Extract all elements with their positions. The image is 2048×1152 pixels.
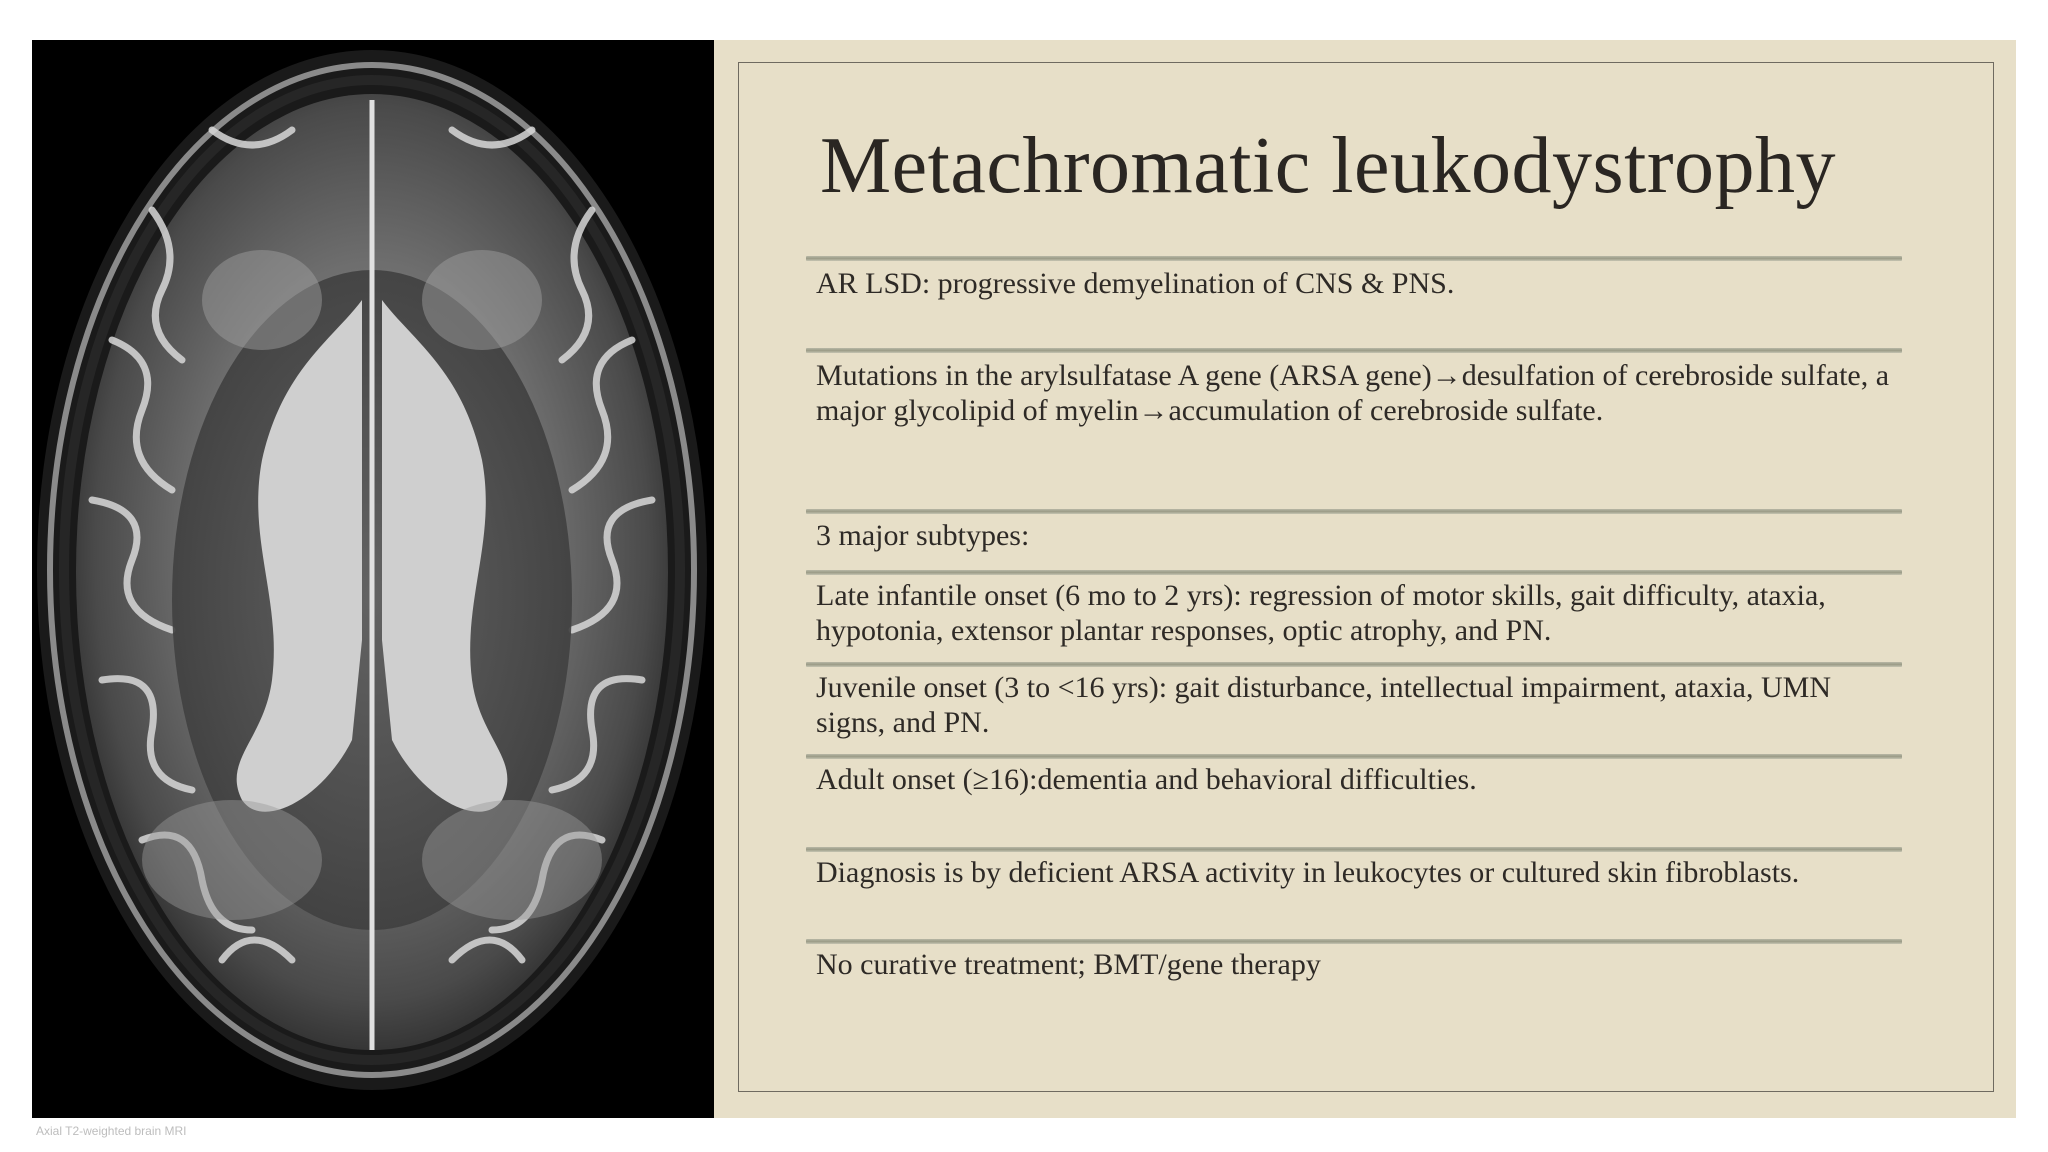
divider-rule <box>806 754 1902 759</box>
bullet-late-infantile: Late infantile onset (6 mo to 2 yrs): regression of motor skills, gait difficulty, ataxia, hypotonia, extensor plantar responses, optic atrophy, and PN. <box>816 579 1826 647</box>
bullet-adult: Adult onset (≥16):dementia and behavioral difficulties. <box>816 763 1477 796</box>
divider-rule <box>806 847 1902 852</box>
bullet-juvenile: Juvenile onset (3 to <16 yrs): gait disturbance, intellectual impairment, ataxia, UMN signs, and PN. <box>816 671 1831 739</box>
divider-rule <box>806 256 1902 261</box>
divider-rule <box>806 509 1902 514</box>
divider-rule <box>806 939 1902 944</box>
bullet-subtypes-heading: 3 major subtypes: <box>816 519 1030 552</box>
bullet-treatment: No curative treatment; BMT/gene therapy <box>816 948 1321 981</box>
content-frame <box>738 62 1994 1092</box>
slide-title: Metachromatic leukodystrophy <box>820 122 1836 210</box>
brain-mri-image <box>32 40 714 1118</box>
bullet-genetics: Mutations in the arylsulfatase A gene (ARSA gene)→desulfation of cerebroside sulfate, a major glycolipid of myelin→accumulation of cerebroside sulfate. <box>816 359 1890 427</box>
bullet-diagnosis: Diagnosis is by deficient ARSA activity in leukocytes or cultured skin fibroblasts. <box>816 856 1800 889</box>
brain-mri-graphic <box>32 40 714 1118</box>
divider-rule <box>806 570 1902 575</box>
image-caption: Axial T2-weighted brain MRI <box>36 1124 187 1138</box>
divider-rule <box>806 662 1902 667</box>
divider-rule <box>806 348 1902 353</box>
bullet-inheritance: AR LSD: progressive demyelination of CNS & PNS. <box>816 267 1455 300</box>
